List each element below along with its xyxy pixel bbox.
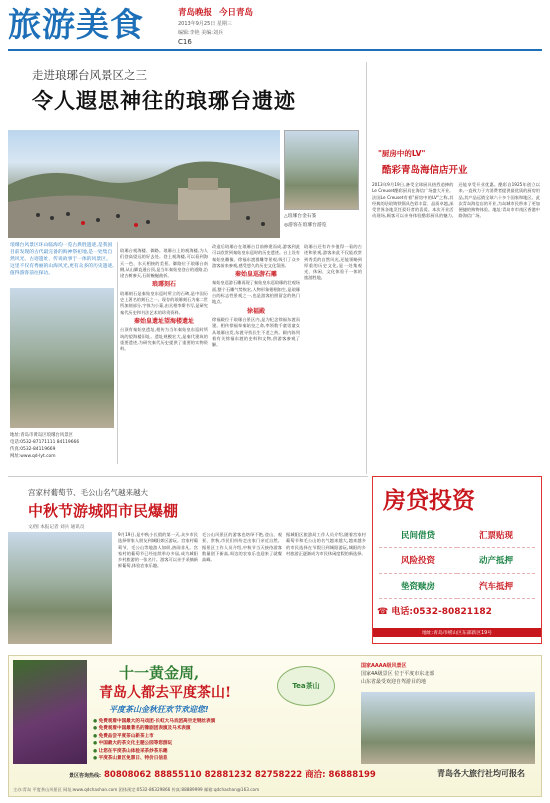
paper-name: 青岛晚报: [178, 8, 213, 18]
tagline: 今日青岛: [218, 8, 253, 18]
info-line: 国家4A级景区 位于平度市东北部: [361, 671, 435, 677]
section-divider: [8, 476, 368, 477]
agency-text: 青岛各大旅行社均可报名: [437, 769, 525, 778]
main-headline: 令人遐思神往的琅琊台遗迹: [32, 88, 296, 113]
scenic-rating: 国家AAAA级风景区: [361, 663, 407, 669]
info-line: 山东省最受欢迎自驾游目的地: [361, 679, 427, 685]
main-photo: [8, 130, 280, 238]
service-item: 汇票贴现: [457, 523, 535, 548]
hotline-label: 景区咨询热线:: [69, 773, 102, 779]
list-item: ● 平度茶山景区免票日、特价日信息: [93, 755, 353, 762]
subheading: 秦始皇遗址望海楼遗址: [133, 317, 194, 325]
list-item: ● 免费品尝平度茶山新茶上市: [93, 733, 353, 740]
website-link[interactable]: 网址:www.qd-lyt.com: [10, 454, 56, 459]
inset-photo: [284, 130, 359, 210]
paragraph: 秦始皇巡游石雕再现了秦始皇东巡琅琊的壮观场面,整个石雕气势恢宏,人物形象栩栩如生,是琅琊台的标志性景观之一,也是游客拍照留念的热门地点。: [212, 280, 300, 305]
hotline-number: 80808062: [103, 770, 152, 780]
hotline-tail: 商洽: 86888199: [305, 770, 376, 780]
page-number: C16: [178, 38, 192, 46]
mid-headline: 中秋节游城阳市民爆棚: [28, 502, 179, 520]
mid-byline: 文/图 本报记者 刘兵 通讯员: [28, 525, 85, 530]
fax-text: 传真:0532-84119669: [10, 447, 56, 452]
masthead-logo: [178, 6, 253, 18]
divider: [117, 242, 118, 464]
paragraph: 琅琊台观海楼、御路。琅琊台上的观海楼,为人们登高望远的好去处。登上观海楼,可以看到海天一色、水天相接的美景。御路位于琅琊台南侧,从山脚直通台顶,是当年秦始皇登台的道路,沿途古树参天,石阶蜿蜒曲折。: [120, 248, 208, 279]
logo-text: Tea茶山: [292, 682, 320, 690]
list-item: ● 中国最大的茶文化主题公园等您游玩: [93, 740, 353, 747]
article-column-3: [212, 244, 300, 464]
header-rule: [8, 49, 542, 51]
ad-footer: 主办:青岛 平度茶山风景区 网址:www.qdchashan.com 团体预定:0532-86329866 传真:88889999 邮箱:qdchashan@163.com: [13, 787, 260, 792]
loan-services: [379, 523, 535, 599]
service-item: 汽车抵押: [457, 574, 535, 599]
service-item: 动产抵押: [457, 548, 535, 573]
article-column-2: [120, 248, 208, 464]
hotline-number: 82881232: [204, 770, 252, 780]
hotline-number: 82758222: [254, 770, 303, 780]
right-ad-block: [361, 662, 537, 686]
service-item: 垫资赎房: [379, 574, 457, 599]
paragraph: 徐福殿位于琅琊台景区内,是为纪念徐福东渡而建。相传徐福奉秦始皇之命,率领数千童男童女从琅琊出发,东渡寻找长生不老之药。殿内陈列着有关徐福东渡的史料和文物,供游客参观了解。: [212, 316, 300, 348]
paragraph: 台顶有秦始皇遗址,相传为当年秦始皇东巡时所筑的望海楼旧址。遗址规模宏大,是秦代建筑的重要遗迹,为研究秦代历史提供了重要的实物资料。: [120, 327, 208, 352]
photo-caption-1: △琅琊台金石篆: [284, 214, 317, 219]
editor-line: 编辑:李艳 美编:刘兵: [178, 30, 223, 36]
address-text: 地址:青岛市黄岛区琅琊台风景区: [10, 433, 73, 438]
column-divider: [366, 62, 367, 474]
section-title: 旅游美食: [8, 5, 144, 44]
list-item: ● 让您在平度茶山体验采茶炒茶乐趣: [93, 748, 353, 755]
slogan: 平度茶山金秋狂欢节欢迎您!: [109, 705, 209, 714]
phone-text: 电话:0532-87171111 84119666: [10, 440, 80, 445]
loan-phone-row: [377, 604, 492, 617]
right-headline: 酷彩青岛海信店开业: [382, 165, 468, 176]
right-article-body: 2013年9月19日,备受全球厨具热烈追捧的Le Creuset酷彩厨具在海信广场盛大开业。法国Le Creuset有着"厨房中的LV"之称,其经典的珐琅铸铁锅具色彩丰富、品质卓越,深受世界各地烹饪爱好者的喜爱。本次开业活动现场,顾客可以亲身体验酷彩厨具的魅力,还能享受开业优惠。酷彩自1925年创立以来,一直致力于为消费者提供最优质的厨房用品,其产品远销全球六十多个国家和地区。此次青岛海信店的开业,为岛城市民带来了更加便捷的购物体验。地址:青岛市市南区香港中路海信广场。: [372, 182, 540, 219]
hotline-row: [69, 768, 429, 780]
contact-block: [10, 432, 114, 460]
subheading: 秦始皇巡游石雕: [234, 271, 277, 279]
subheading: 琅琊刻石: [151, 281, 176, 289]
mid-kicker: 宫家村葡萄节、毛公山名气越来越大: [28, 488, 148, 497]
service-item: 风险投资: [379, 548, 457, 573]
list-item: ● 免费观看中国最大的马戏团·长虹大马戏团高空走钢丝表演: [93, 718, 353, 725]
hotline-number: 88855110: [154, 770, 202, 780]
service-item: 民间借贷: [379, 523, 457, 548]
lead-paragraph: 琅琊台风景区环山临海均一览古典胜遗迹,是我国目前发现的古代最完备的海神祭祀地,是一处集自然风光、古迹遗址、传说故事于一体的风景区。这里不仅有秀丽的山海风光,更有众多的历史遗迹,值得游客前往探访。: [10, 243, 114, 276]
list-item: ● 免费观看中国最著名的豫剧团表演及马术表演: [93, 725, 353, 732]
banner-title-2: 青岛人都去平度茶山!: [99, 685, 232, 701]
activity-list: [93, 718, 353, 764]
photo-caption-2: ◎游客在琅琊台游览: [284, 223, 327, 228]
date-line: 2013年9月25日 星期三: [178, 21, 232, 27]
paragraph: 琅琊台还有许多值得一看的古迹和景观,游客来此不仅能欣赏到秀美的自然风光,还能领略到厚重的历史文化,是一处集观光、休闲、文化体验于一体的旅游胜地。: [304, 244, 362, 281]
subheading: 徐福殿: [246, 307, 265, 315]
paragraph: 琅琊刻石是秦始皇东巡时所立的石碑,是中国历史上著名的刻石之一。现存的琅琊刻石为秦二世所加刻部分,字体为小篆,由丞相李斯书写,是研究秦代历史和书法艺术的珍贵资料。: [120, 290, 208, 315]
banner-title: 十一黄金周,: [119, 664, 200, 682]
scenery-photo: [10, 288, 114, 428]
pavilion-photo: [361, 692, 535, 764]
grape-photo: [13, 660, 87, 764]
article-column-4: [304, 244, 362, 464]
loan-address: 地址:青岛市崂山区东部新区19号: [373, 628, 541, 637]
main-kicker: 走进琅琊台风景区之三: [32, 68, 147, 82]
chashan-logo: [277, 666, 335, 706]
paragraph: 改造后琅琊台在琅琊台目前修建而成,游客到此可以欣赏到秦始皇东巡时的历史遗迹。台上设有秦始皇雕像、徐福东渡群雕等景观,吸引了众多游客前来参观,感受悠久的历史文化氛围。: [212, 244, 300, 268]
mid-photo: [8, 532, 112, 644]
phone-icon: ☎: [377, 607, 389, 617]
mid-column-1: 9月19日,是中秋小长假的第一天,众多市民选择带家人朋友到城阳郊区游玩。宫家村葡萄节、毛公山等地游人如织,热闹非凡。宫家村的葡萄节已经连续举办多届,成为城阳乡村旅游的一张名片。游客可以亲手采摘新鲜葡萄,体验农家乐趣。: [118, 532, 198, 569]
right-kicker: "厨房中的LV": [378, 149, 426, 158]
loan-ad-title: 房贷投资: [383, 487, 475, 514]
loan-ad: [372, 476, 542, 644]
phone-label: 电话:: [391, 607, 413, 617]
loan-phone: 0532-80821182: [412, 607, 492, 617]
chashan-ad: [8, 655, 542, 797]
mid-column-3: 据城阳区旅游局工作人员介绍,随着宫家村葡萄节和毛公山的名气越来越大,越来越多的市民选择在节假日到城阳游玩,城阳的乡村旅游正逐渐成为市民休闲度假的新选择。: [286, 532, 366, 556]
photo-scene: [8, 130, 280, 238]
mid-column-2: 毛公山风景区的游客也络绎不绝,登山、观景、赏秋,市民们纷纷走出家门亲近自然。据景区工作人员介绍,中秋节当天接待游客数量创下新高,周边的农家乐也迎来了就餐高峰。: [202, 532, 282, 563]
